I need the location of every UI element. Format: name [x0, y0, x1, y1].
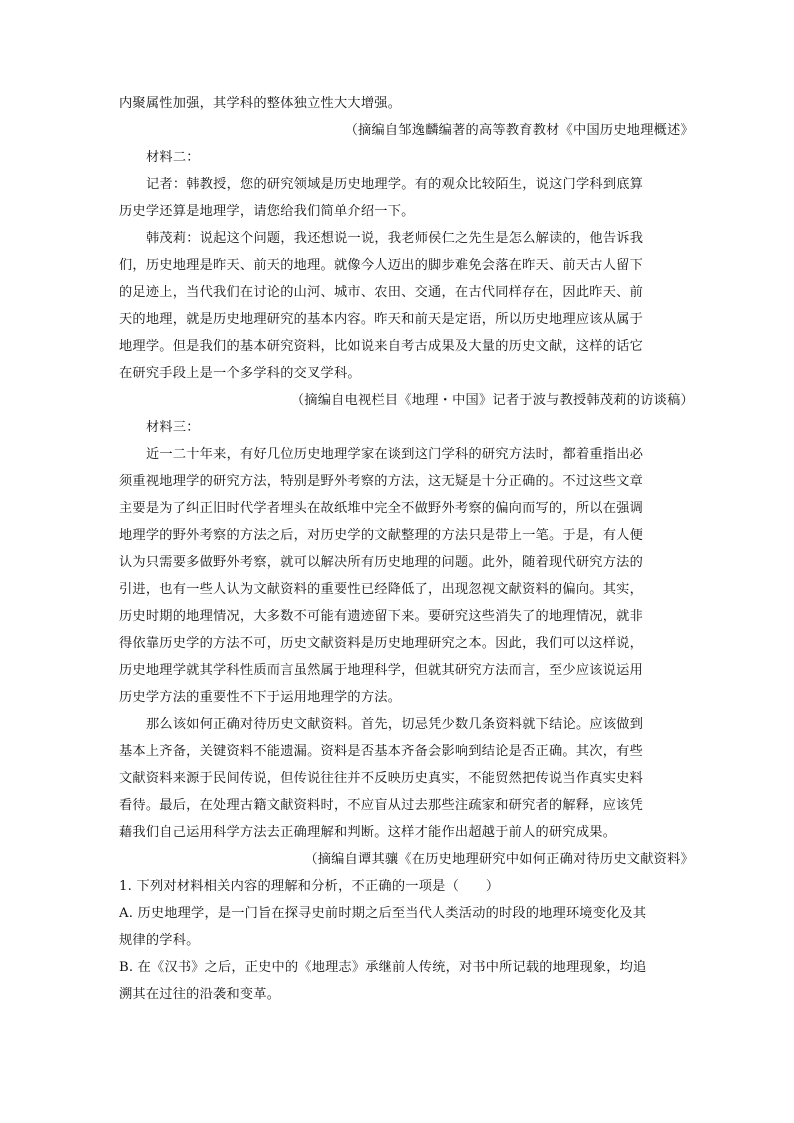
text-line: 须重视地理学的研究方法，特别是野外考察的方法，这无疑是十分正确的。不过这些文章	[119, 474, 644, 489]
text-line: 看待。最后，在处理古籍文献资料时，不应盲从过去那些注疏家和研究者的解释，应该凭	[119, 798, 644, 813]
text-line: 在研究手段上是一个多学科的交叉学科。	[119, 366, 361, 381]
text-line: 记者：韩教授，您的研究领域是历史地理学。有的观众比较陌生，说这门学科到底算	[146, 177, 644, 192]
source-citation: （摘编自邹逸麟编著的高等教育教材《中国历史地理概述》	[344, 123, 694, 138]
option-b-continued: 溯其在过往的沿袭和变革。	[119, 987, 281, 1002]
text-line: 认为只需要多做野外考察，就可以解决所有历史地理的问题。此外，随着现代研究方法的	[119, 555, 644, 570]
option-a-continued: 规律的学科。	[119, 933, 200, 948]
text-line: 那么该如何正确对待历史文献资料。首先，切忌凭少数几条资料就下结论。应该做到	[146, 717, 644, 732]
text-line: 内聚属性加强，其学科的整体独立性大大增强。	[119, 96, 402, 111]
source-citation: （摘编自电视栏目《地理・中国》记者于波与教授韩茂莉的访谈稿）	[290, 393, 694, 408]
option-b: B. 在《汉书》之后，正史中的《地理志》承继前人传统，对书中所记载的地理现象，均追	[119, 960, 647, 975]
source-citation: （摘编自谭其骧《在历史地理研究中如何正确对待历史文献资料》	[304, 852, 694, 867]
text-line: 近一二十年来，有好几位历史地理学家在谈到这门学科的研究方法时，都着重指出必	[146, 447, 644, 462]
question-stem: 1. 下列对材料相关内容的理解和分析，不正确的一项是（ ）	[119, 879, 500, 894]
text-line: 天的地理，就是历史地理研究的基本内容。昨天和前天是定语，所以历史地理应该从属于	[119, 312, 644, 327]
text-line: 藉我们自己运用科学方法去正确理解和判断。这样才能作出超越于前人的研究成果。	[119, 825, 617, 840]
text-line: 引进，也有一些人认为文献资料的重要性已经降低了，出现忽视文献资料的偏向。其实，	[119, 582, 644, 597]
section-heading: 材料三：	[146, 420, 200, 435]
text-line: 地理学。但是我们的基本研究资料，比如说来自考古成果及大量的历史文献，这样的话它	[119, 339, 644, 354]
text-line: 的足迹上，当代我们在讨论的山河、城市、农田、交通，在古代同样存在，因此昨天、前	[119, 285, 644, 300]
option-a: A. 历史地理学，是一门旨在探寻史前时期之后至当代人类活动的时段的地理环境变化及其	[119, 906, 647, 921]
text-line: 历史学还算是地理学，请您给我们简单介绍一下。	[119, 204, 415, 219]
text-line: 们，历史地理是昨天、前天的地理。就像今人迈出的脚步难免会落在昨天、前天古人留下	[119, 258, 644, 273]
text-line: 文献资料来源于民间传说，但传说往往并不反映历史真实，不能贸然把传说当作真实史料	[119, 771, 644, 786]
text-line: 历史时期的地理情况，大多数不可能有遗迹留下来。要研究这些消失了的地理情况，就非	[119, 609, 644, 624]
text-line: 得依靠历史学的方法不可，历史文献资料是历史地理研究之本。因此，我们可以这样说，	[119, 636, 644, 651]
section-heading: 材料二：	[146, 150, 200, 165]
text-line: 主要是为了纠正旧时代学者埋头在故纸堆中完全不做野外考察的偏向而写的，所以在强调	[119, 501, 644, 516]
text-line: 基本上齐备，关键资料不能遗漏。资料是否基本齐备会影响到结论是否正确。其次，有些	[119, 744, 644, 759]
text-line: 地理学的野外考察的方法之后，对历史学的文献整理的方法只是带上一笔。于是，有人便	[119, 528, 644, 543]
text-line: 韩茂莉：说起这个问题，我还想说一说，我老师侯仁之先生是怎么解读的，他告诉我	[146, 231, 644, 246]
text-line: 历史学方法的重要性不下于运用地理学的方法。	[119, 690, 402, 705]
text-line: 历史地理学就其学科性质而言虽然属于地理科学，但就其研究方法而言，至少应该说运用	[119, 663, 644, 678]
